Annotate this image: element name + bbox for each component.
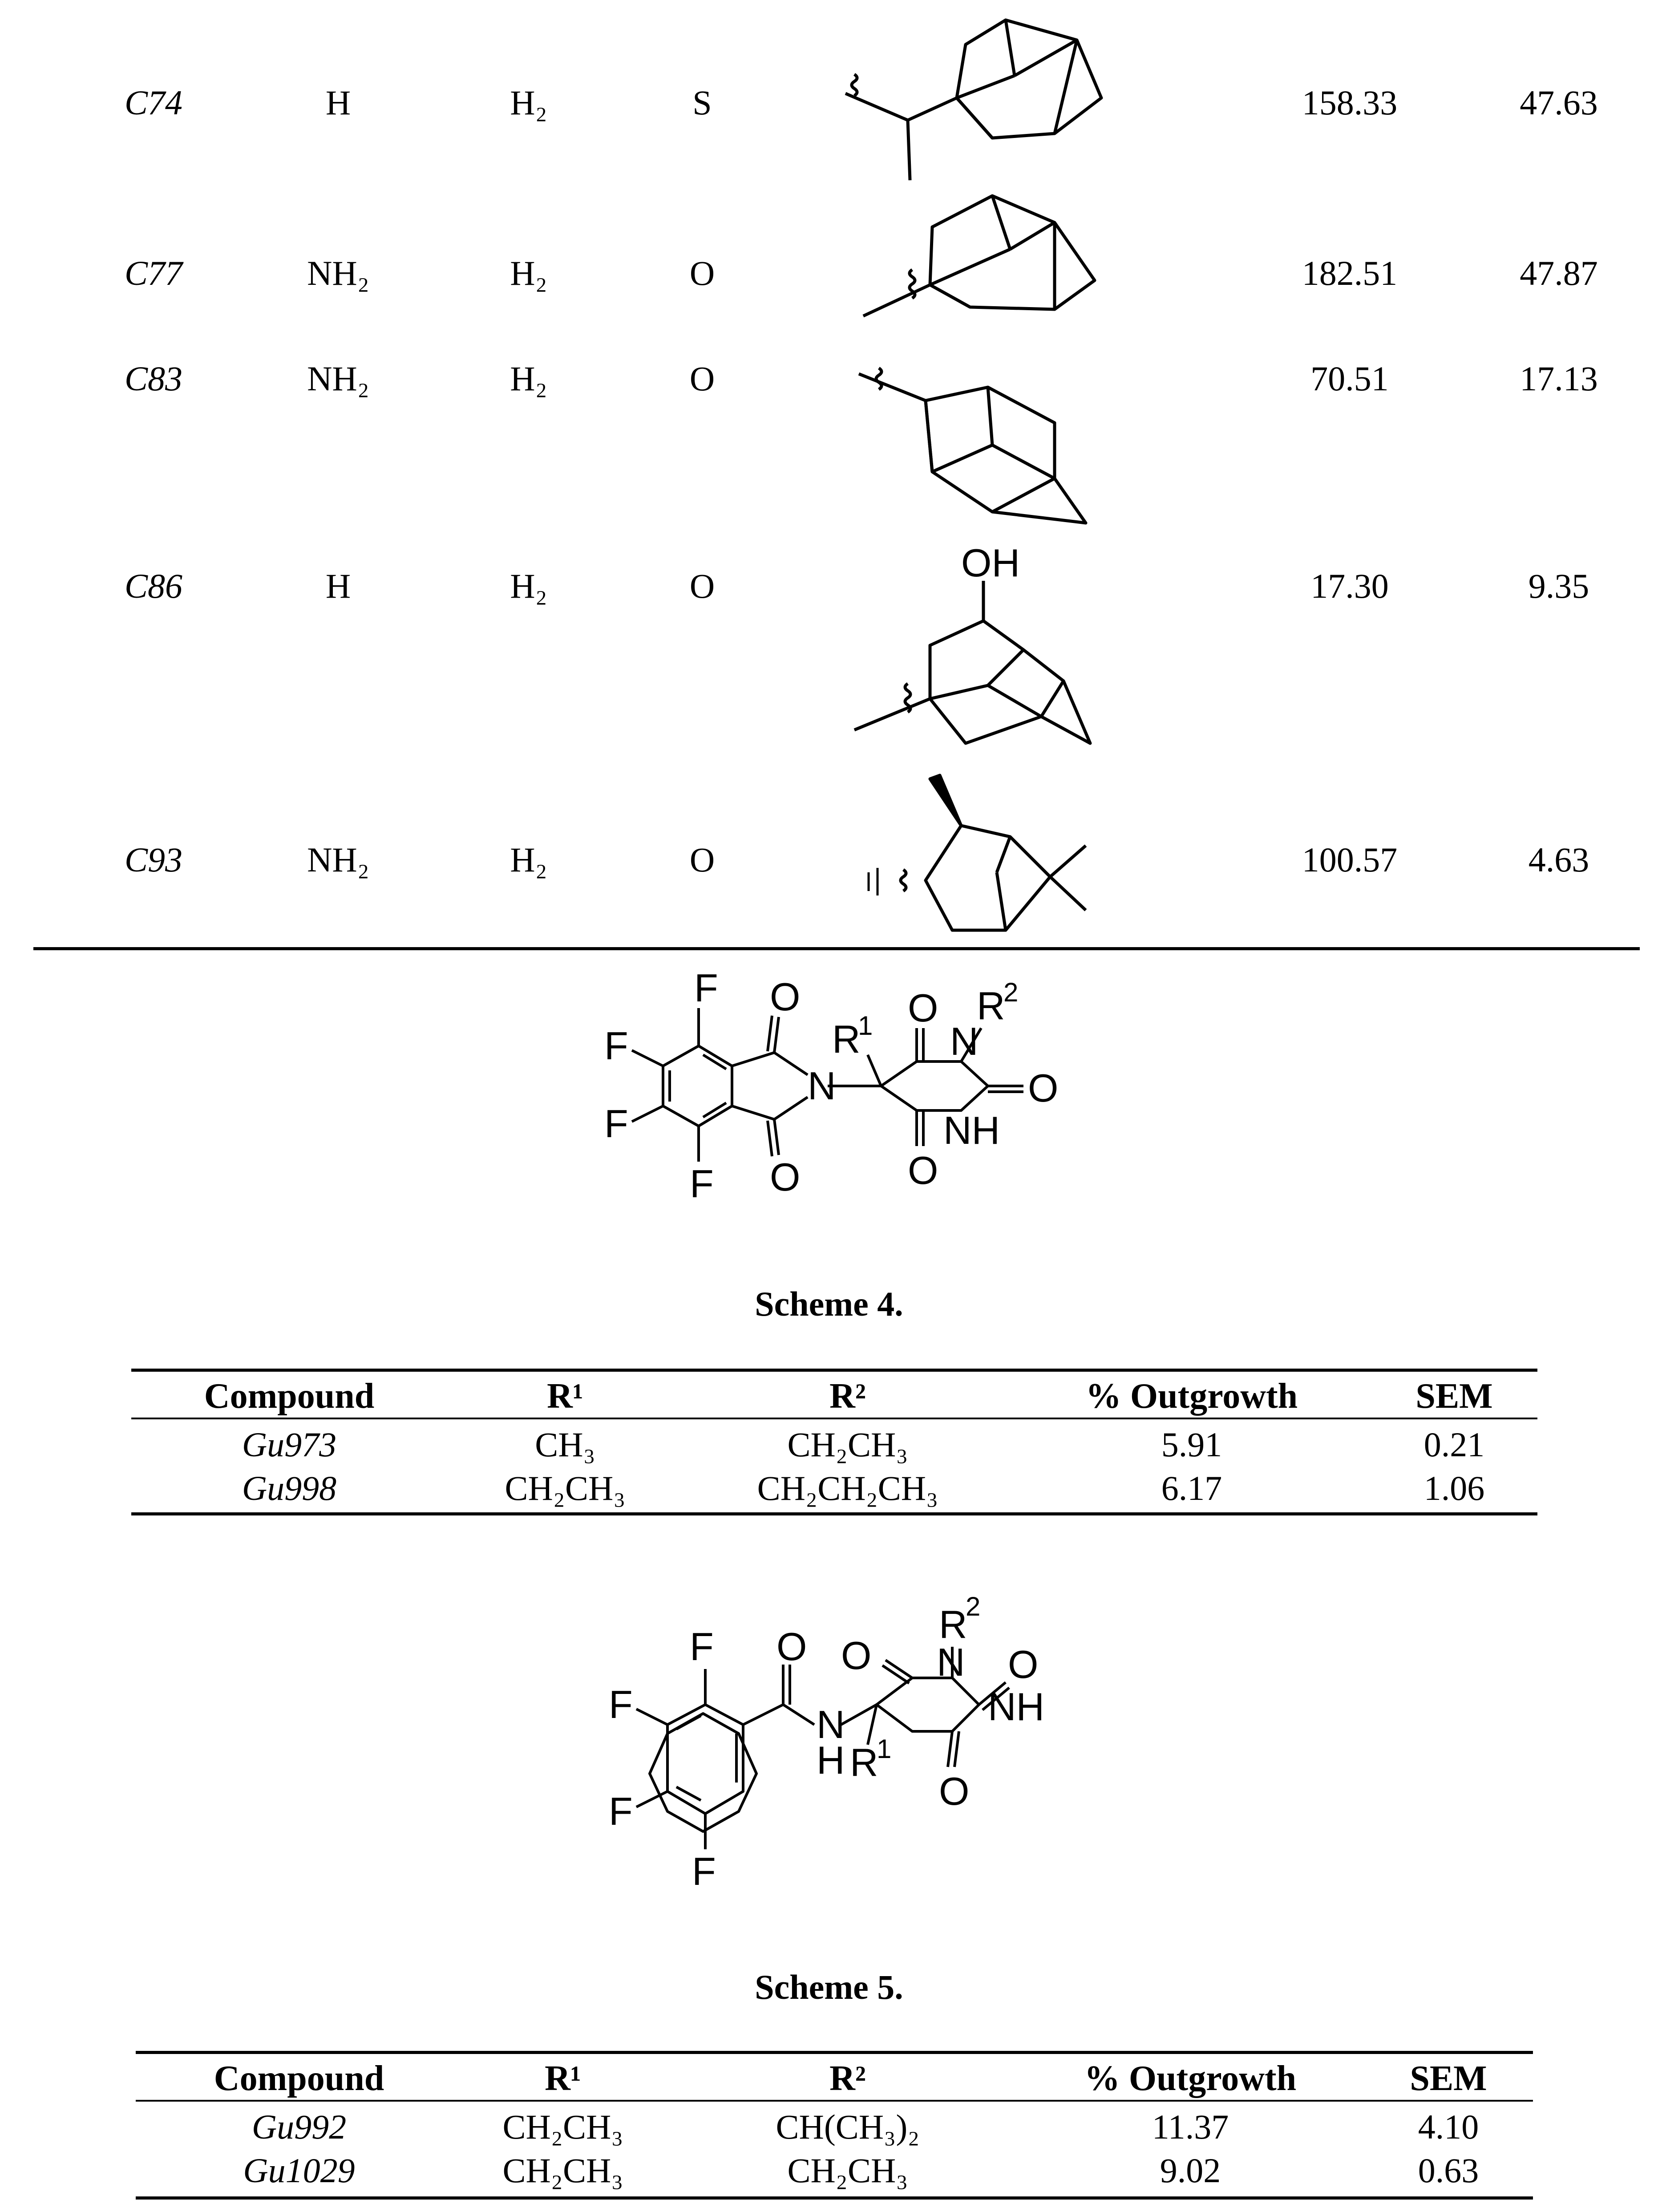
table-cell: 9.02 — [1160, 2151, 1221, 2190]
hydrogen-label: H — [817, 1738, 845, 1782]
value-2: 47.87 — [1520, 254, 1598, 292]
x-substituent: NH₂ — [307, 359, 369, 398]
table-cell: CH₂CH₃ — [787, 1425, 908, 1464]
x-substituent: NH₂ — [307, 840, 369, 879]
fluorine-label: F — [604, 1024, 628, 1068]
table-cell: CH₃ — [535, 1425, 595, 1464]
value-1: 70.51 — [1310, 359, 1389, 398]
scheme5-structure — [592, 1527, 1104, 1914]
scheme5-caption: Scheme 5. — [755, 1968, 903, 2006]
table-bottom-rule — [131, 1512, 1537, 1515]
y-substituent: H₂ — [510, 359, 547, 398]
table-cell: Gu1029 — [243, 2151, 355, 2190]
fluorine-label: F — [609, 1682, 633, 1726]
y-substituent: H₂ — [510, 840, 547, 879]
hydroxy-adamantyl-structure — [854, 539, 1139, 761]
adamantyl-ethyl-structure — [845, 9, 1121, 196]
oxygen-label: O — [1028, 1066, 1059, 1110]
compound-id: C86 — [124, 567, 183, 605]
r2-superscript: 2 — [966, 1592, 981, 1621]
table-top-rule — [131, 1369, 1537, 1372]
y-substituent: H₂ — [510, 83, 547, 122]
nitrogen-label: N — [817, 1702, 845, 1746]
z-atom: O — [689, 254, 715, 292]
value-2: 17.13 — [1520, 359, 1598, 398]
value-2: 47.63 — [1520, 83, 1598, 122]
table-cell: 0.21 — [1423, 1425, 1485, 1464]
table-cell: 6.17 — [1161, 1469, 1222, 1507]
table-cell: Gu998 — [242, 1469, 337, 1507]
header-compound: Compound — [214, 2059, 384, 2098]
r2-label: R — [977, 984, 1005, 1028]
header-r2: R² — [829, 2059, 866, 2098]
r1-superscript: 1 — [877, 1734, 892, 1764]
header-sem: SEM — [1410, 2059, 1487, 2098]
oxygen-label: O — [770, 975, 801, 1019]
compound-id: C93 — [124, 840, 183, 879]
scheme4-caption: Scheme 4. — [755, 1284, 903, 1323]
nh-label: NH — [988, 1685, 1045, 1729]
compound-id: C77 — [124, 254, 183, 292]
table-cell: CH₂CH₃ — [502, 2151, 623, 2190]
nitrogen-label: N — [937, 1640, 965, 1684]
oxygen-label: O — [908, 986, 938, 1030]
oxygen-label: O — [776, 1625, 807, 1669]
header-sem: SEM — [1415, 1377, 1493, 1416]
r1-label: R — [832, 1017, 861, 1061]
oxygen-label: O — [1008, 1642, 1039, 1686]
value-1: 158.33 — [1302, 83, 1398, 122]
header-rule — [136, 2100, 1533, 2102]
table-cell: Gu992 — [251, 2107, 347, 2146]
2-adamantyl-structure — [859, 347, 1135, 534]
table-cell: CH₂CH₂CH₃ — [757, 1469, 938, 1507]
r2-label: R — [939, 1602, 967, 1646]
header-compound: Compound — [204, 1377, 375, 1416]
z-atom: S — [692, 83, 712, 122]
z-atom: O — [689, 840, 715, 879]
table-bottom-rule — [136, 2196, 1533, 2200]
table-cell: 5.91 — [1161, 1425, 1222, 1464]
table-cell: 1.06 — [1423, 1469, 1485, 1507]
fluorine-label: F — [692, 1849, 716, 1893]
header-r1: R¹ — [545, 2059, 581, 2098]
header-r1: R¹ — [547, 1377, 583, 1416]
nitrogen-label: N — [950, 1019, 979, 1063]
x-substituent: H — [325, 567, 351, 605]
z-atom: O — [689, 359, 715, 398]
compound-id: C83 — [124, 359, 183, 398]
header-outgrowth: % Outgrowth — [1085, 1377, 1298, 1416]
fluorine-label: F — [609, 1789, 633, 1833]
x-substituent: NH₂ — [307, 254, 369, 292]
oxygen-label: O — [841, 1633, 872, 1677]
nh-label: NH — [943, 1108, 1000, 1152]
y-substituent: H₂ — [510, 567, 547, 605]
oxygen-label: O — [908, 1148, 938, 1192]
compound-id: C74 — [124, 83, 183, 122]
fluorine-label: F — [690, 1625, 714, 1669]
table-cell: 11.37 — [1152, 2107, 1229, 2146]
nitrogen-label: N — [808, 1064, 836, 1108]
scheme4-structure — [561, 966, 1139, 1251]
r2-superscript: 2 — [1003, 977, 1019, 1007]
z-atom: O — [689, 567, 715, 605]
x-substituent: H — [325, 83, 351, 122]
r1-superscript: 1 — [858, 1011, 873, 1041]
hydroxyl-label: OH — [961, 541, 1020, 585]
header-outgrowth: % Outgrowth — [1084, 2059, 1297, 2098]
fluorine-label: F — [604, 1102, 628, 1146]
value-1: 182.51 — [1302, 254, 1398, 292]
table-cell: 4.10 — [1418, 2107, 1479, 2146]
table-bottom-rule — [33, 947, 1640, 950]
value-1: 17.30 — [1310, 567, 1389, 605]
y-substituent: H₂ — [510, 254, 547, 292]
table-cell: CH(CH₃)₂ — [776, 2107, 920, 2146]
table-cell: CH₂CH₃ — [502, 2107, 623, 2146]
value-2: 9.35 — [1528, 567, 1589, 605]
header-rule — [131, 1418, 1537, 1419]
pinanyl-structure — [863, 774, 1104, 935]
table-cell: 0.63 — [1418, 2151, 1479, 2190]
1-adamantyl-structure — [863, 196, 1139, 343]
value-1: 100.57 — [1302, 840, 1398, 879]
r1-label: R — [850, 1740, 878, 1784]
oxygen-label: O — [770, 1155, 801, 1199]
table-cell: CH₂CH₃ — [505, 1469, 626, 1507]
oxygen-label: O — [939, 1769, 970, 1813]
table-top-rule — [136, 2051, 1533, 2054]
header-r2: R² — [829, 1377, 866, 1416]
table-cell: CH₂CH₃ — [787, 2151, 908, 2190]
fluorine-label: F — [694, 966, 718, 1010]
fluorine-label: F — [690, 1162, 714, 1206]
value-2: 4.63 — [1528, 840, 1589, 879]
table-cell: Gu973 — [242, 1425, 337, 1464]
